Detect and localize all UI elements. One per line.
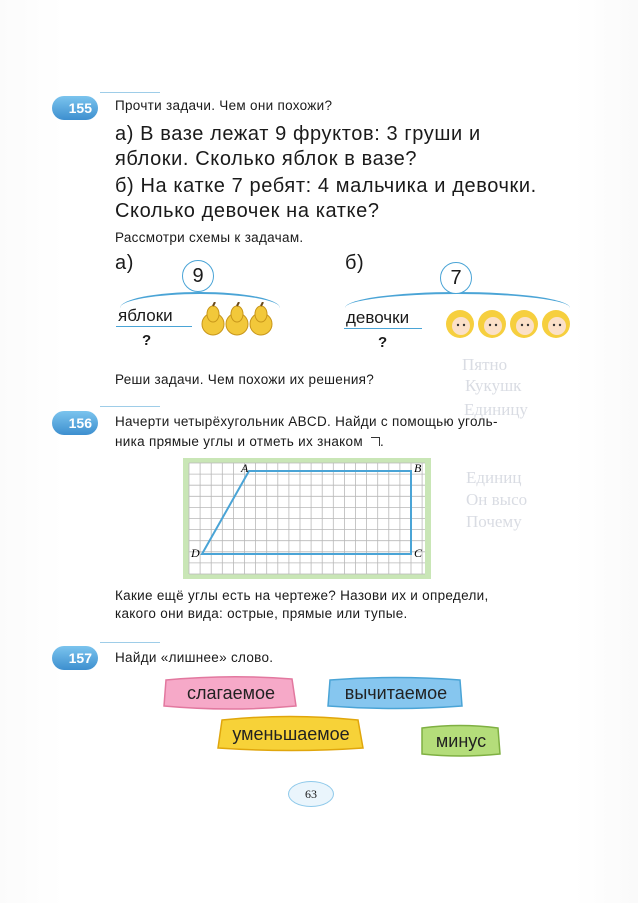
task156-line2 [115,434,384,449]
bleed-through-text: Пятно [462,355,508,374]
scheme-b-part-line [344,328,422,329]
vertex-a-label: A [241,461,249,475]
task-number-badge [52,411,98,435]
girl-face-icon [542,310,570,338]
word-card-4: минус [435,731,487,751]
quadrilateral-grid [183,458,431,579]
grid-drawing-frame [183,458,431,579]
scheme-a-label: а) [115,252,134,274]
task156-line2-text: ника прямые углы и отметь их знаком [115,434,363,449]
problem-a-line2: яблоки. Сколько яблок в вазе? [115,148,418,170]
task156-question-line2: какого они вида: острые, прямые или тупые. [115,606,408,621]
scheme-a-total: 9 [182,260,214,292]
pear-icon [250,302,272,335]
pear-icon [226,302,248,335]
bleed-through-text: Единицу [464,400,528,419]
task-number: 156 [68,415,92,431]
word-card-3: уменьшаемое [232,724,350,744]
task-number-badge [52,96,98,120]
problem-b-line2: Сколько девочек на катке? [115,200,380,222]
vertex-c-label: C [414,546,423,560]
badge-line [100,92,160,93]
bleed-through-text: Кукушк [465,376,522,395]
badge-line [100,406,160,407]
bleed-through-text: Почему [466,512,522,531]
schemes-instruction: Рассмотри схемы к задачам. [115,230,304,245]
pear-icon [202,302,224,335]
scheme-a-part-line [116,326,192,327]
vertex-d-label: D [191,546,200,560]
task156-line2-end: . [380,434,385,449]
problem-b-line1: б) На катке 7 ребят: 4 мальчика и девочки. [115,175,537,197]
word-card-2: вычитаемое [344,683,448,703]
scheme-a-part-label: яблоки [118,306,173,325]
girl-face-icon [510,310,538,338]
problem-a-line1: а) В вазе лежат 9 фруктов: 3 груши и [115,123,481,145]
girl-face-icon [478,310,506,338]
scheme-b-total: 7 [440,262,472,294]
solve-instruction: Реши задачи. Чем похожи их решения? [115,372,375,387]
bleed-through-text: Он высо [466,490,528,509]
girls-illustration [444,304,574,344]
pears-illustration [200,302,276,338]
word-card-1: слагаемое [186,683,276,703]
task-number: 155 [68,100,92,116]
task-intro: Прочти задачи. Чем они похожи? [115,98,333,113]
scheme-b-label: б) [345,252,365,274]
task-number: 157 [68,650,92,666]
bleed-through-text: Единиц [466,468,522,487]
task156-question-line1: Какие ещё углы есть на чертеже? Назови их и определи, [115,588,489,603]
vertex-b-label: B [414,461,422,475]
girl-face-icon [446,310,474,338]
right-angle-sign-icon [371,437,380,446]
task157-intro: Найди «лишнее» слово. [115,650,274,665]
task156-line1: Начерти четырёхугольник ABCD. Найди с помощью уголь- [115,414,498,429]
page-number: 63 [288,781,334,807]
task-number-badge [52,646,98,670]
scheme-b-question: ? [378,334,388,351]
badge-line [100,642,160,643]
scheme-a-question: ? [142,332,152,349]
scheme-b-part-label: девочки [346,308,410,327]
